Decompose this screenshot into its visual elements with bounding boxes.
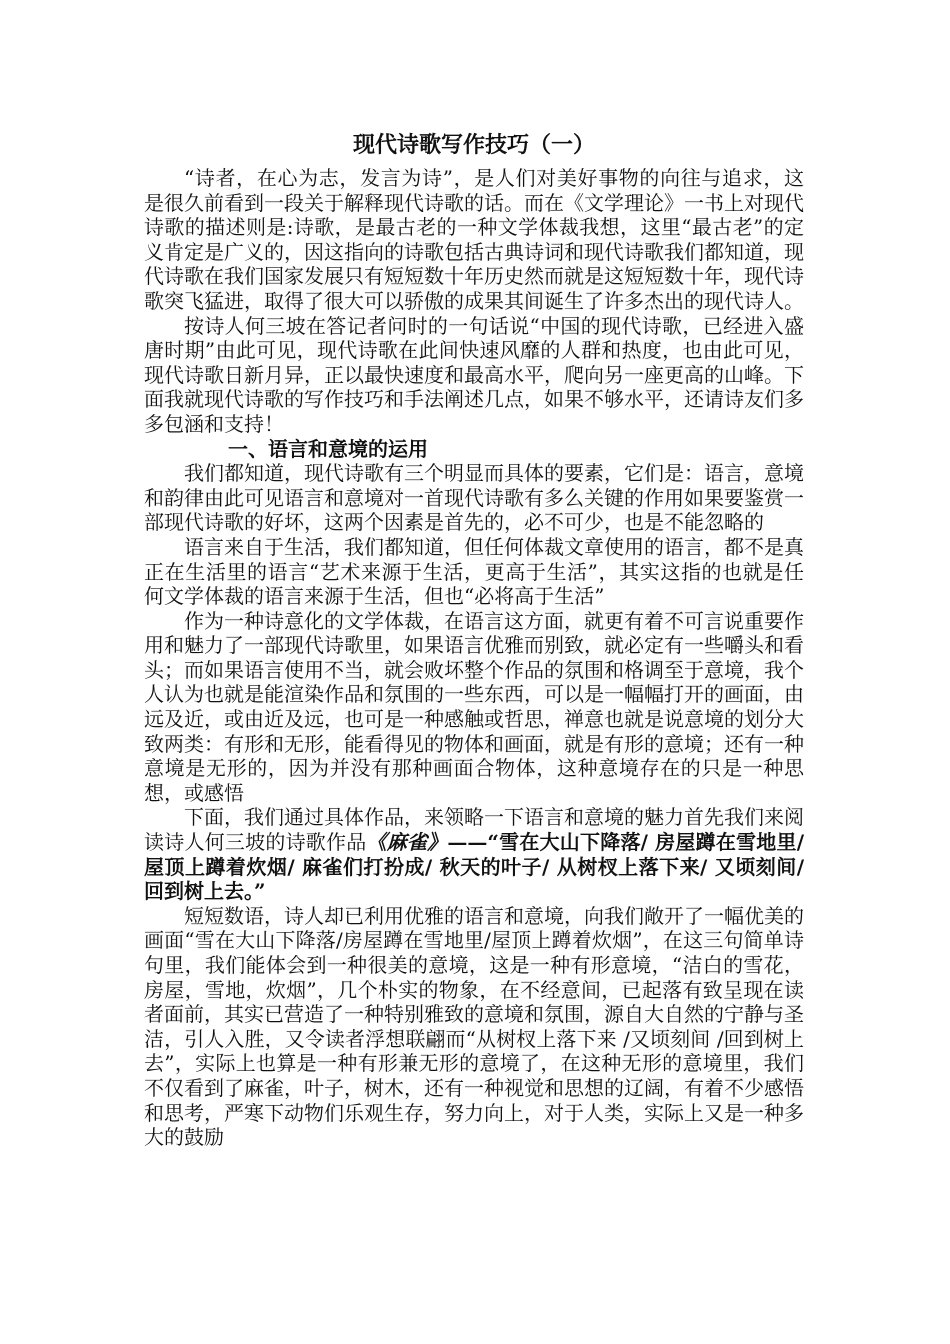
section-heading-1: 一、语言和意境的运用 — [228, 436, 428, 461]
paragraph-1: “诗者，在心为志，发言为诗”，是人们对美好事物的向往与追求，这是很久前看到一段关于解释现代诗歌的话。而在《文学理论》一书上对现代诗歌的描述则是:诗歌，是最古老的一种文学体裁我想，这里“最古老”的定义肯定是广义的，因这指向的诗歌包括古典诗词和现代诗歌我们都知道，现代诗歌在我们国家发展只有短短数十年历史然而就是这短短数十年，现代诗歌突飞猛进，取得了很大可以骄傲的成果其间诞生了许多杰出的现代诗人。 — [144, 166, 804, 313]
paragraph-5: 作为一种诗意化的文学体裁，在语言这方面，就更有着不可言说重要作用和魅力了一部现代诗歌里，如果语言优雅而别致，就必定有一些嚼头和看头；而如果语言使用不当，就会败坏整个作品的氛围和格调至于意境，我个人认为也就是能渲染作品和氛围的一些东西，可以是一幅幅打开的画面，由远及近，或由近及远，也可是一种感触或哲思，禅意也就是说意境的划分大致两类：有形和无形，能看得见的物体和画面，就是有形的意境；还有一种意境是无形的，因为并没有那种画面合物体，这种意境存在的只是一种思想，或感悟 — [144, 608, 804, 805]
paragraph-3: 我们都知道，现代诗歌有三个明显而具体的要素，它们是：语言，意境和韵律由此可见语言和意境对一首现代诗歌有多么关键的作用如果要鉴赏一部现代诗歌的好坏，这两个因素是首先的，必不可少，也是不能忽略的 — [144, 461, 804, 535]
document-body — [144, 130, 804, 1150]
poem-text: ——“雪在大山下降落/ 房屋蹲在雪地里/ 屋顶上蹲着炊烟/ 麻雀们打扮成/ 秋天的叶子/ 从树杈上落下来/ 又顷刻间/ 回到树上去。” — [144, 830, 805, 904]
paragraph-6 — [144, 805, 804, 903]
paragraph-7: 短短数语，诗人却已利用优雅的语言和意境，向我们敞开了一幅优美的画面“雪在大山下降落/房屋蹲在雪地里/屋顶上蹲着炊烟”，在这三句简单诗句里，我们能体会到一种很美的意境，这是一种有形意境，“洁白的雪花，房屋，雪地，炊烟”，几个朴实的物象，在不经意间，已起落有致呈现在读者面前，其实已营造了一种特别雅致的意境和氛围，源自大自然的宁静与圣洁，引人入胜，又令读者浮想联翩而“从树杈上落下来 /又顷刻间 /回到树上去”，实际上也算是一种有形兼无形的意境了，在这种无形的意境里，我们不仅看到了麻雀，叶子，树木，还有一种视觉和思想的辽阔，有着不少感悟和思考，严寒下动物们乐观生存，努力向上，对于人类，实际上又是一种多大的鼓励 — [144, 903, 804, 1150]
paragraph-4: 语言来自于生活，我们都知道，但任何体裁文章使用的语言，都不是真正在生活里的语言“艺术来源于生活，更高于生活”，其实这指的也就是任何文学体裁的语言来源于生活，但也“必将高于生活” — [144, 534, 804, 609]
poem-title: 《麻雀》 — [366, 830, 448, 855]
paragraph-2: 按诗人何三坡在答记者问时的一句话说“中国的现代诗歌，已经进入盛唐时期”由此可见，现代诗歌在此间快速风靡的人群和热度，也由此可见，现代诗歌日新月异，正以最快速度和最高水平，爬向另一座更高的山峰。下面我就现代诗歌的写作技巧和手法阐述几点，如果不够水平，还请诗友们多多包涵和支持！ — [144, 313, 804, 436]
page-title: 现代诗歌写作技巧（一） — [352, 132, 595, 158]
paragraph-6-intro: 下面，我们通过具体作品，来领略一下语言和意境的魅力首先我们来阅读诗人何三坡的诗歌作品 — [144, 805, 804, 855]
